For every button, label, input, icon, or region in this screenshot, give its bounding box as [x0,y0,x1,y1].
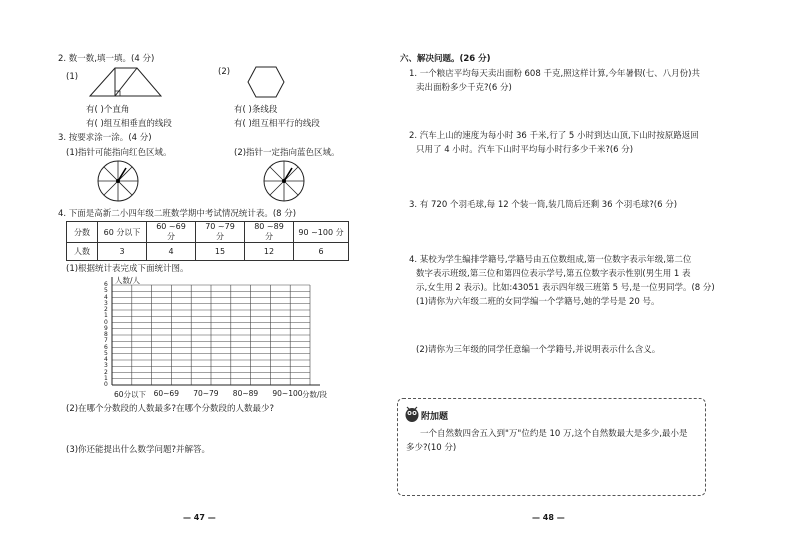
table-cell: 80 ~89 分 [245,222,294,243]
table-cell: 人数 [67,243,98,261]
q3-part1: (1)指针可能指向红色区域。 [66,148,172,158]
table-cell: 60 分以下 [98,222,147,243]
y-tick-label: 0 [104,381,108,388]
y-tick-label: 6 [104,343,108,351]
problem-1-line-1: 1. 一个粮店平均每天卖出面粉 608 千克,照这样计算,今年暑假(七、八月份)共 [409,69,700,79]
x-category-label: 60分以下 [114,390,147,399]
y-tick-label: 2 [104,368,108,376]
problem-4-line-1: 4. 某校为学生编排学籍号,学籍号由五位数组成,第一位数字表示年级,第二位 [409,255,692,265]
problem-4-line-2: 数字表示班级,第三位和第四位表示学号,第五位数字表示性别(男生用 1 表 [416,269,691,279]
y-tick-label: 1 [104,374,108,382]
y-tick-label: 5 [104,349,108,357]
y-tick-label: 6 [104,281,108,288]
x-category-label: 60~69 [153,389,179,398]
bonus-line-1: 一个自然数四舍五入到"万"位约是 10 万,这个自然数最大是多少,最小是 [420,429,688,439]
y-tick-label: 1 [104,312,108,320]
table-cell: 6 [294,243,349,261]
table-cell: 3 [98,243,147,261]
q3-part2: (2)指针一定指向蓝色区域。 [234,148,340,158]
q4-sub2: (2)在哪个分数段的人数最多?在哪个分数段的人数最少? [66,404,275,414]
bonus-box [397,398,706,496]
table-row [67,222,349,243]
page-number-right: — 48 — [532,513,565,522]
y-tick-label: 0 [104,318,108,326]
problem-1-line-2: 卖出面粉多少千克?(6 分) [416,83,512,93]
problem-4-line-4: (1)请你为六年级二班的女同学编一个学籍号,她的学号是 20 号。 [416,297,660,307]
chart-y-axis-label: 人数/人 [115,276,141,285]
page-number-left: — 47 — [183,513,216,522]
spinner-circle-2 [262,159,306,203]
table-cell: 60 ~69 分 [147,222,196,243]
y-tick-label: 9 [104,324,108,332]
q2-line-right-angles: 有( )个直角 [86,105,130,115]
q2-line-segments: 有( )条线段 [234,105,278,115]
table-cell: 分数 [67,222,98,243]
q4-sub1: (1)根据统计表完成下面统计图。 [66,264,189,274]
q4-sub3: (3)你还能提出什么数学问题?并解答。 [66,445,211,455]
bonus-title: 附加题 [421,412,449,422]
y-tick-label: 8 [104,331,108,338]
problem-3-line-1: 3. 有 720 个羽毛球,每 12 个装一筒,装几筒后还剩 36 个羽毛球?(6 分) [409,200,678,210]
spinner-circle-1 [96,159,140,203]
table-cell: 70 ~79 分 [196,222,245,243]
table-row [67,243,349,261]
q2-line-perpendicular: 有( )组互相垂直的线段 [86,119,172,129]
table-cell: 12 [245,243,294,261]
problem-2-line-1: 2. 汽车上山的速度为每小时 36 千米,行了 5 小时到达山顶,下山时按原路返回 [409,131,699,141]
chart-x-axis-label: 分数/段 [302,390,328,399]
problem-2-line-2: 只用了 4 小时。汽车下山时平均每小时行多少千米?(6 分) [416,145,634,155]
y-tick-label: 3 [104,299,108,307]
q2-title: 2. 数一数,填一填。(4 分) [58,54,155,64]
angle-figure [85,64,165,104]
bonus-line-2: 多少?(10 分) [406,443,457,453]
table-cell: 4 [147,243,196,261]
x-category-label: 70~79 [193,389,219,398]
x-category-label: 80~89 [232,389,259,398]
y-tick-label: 5 [104,287,108,295]
y-tick-label: 4 [104,356,108,363]
score-table [66,221,349,261]
q2-line-parallel: 有( )组互相平行的线段 [234,119,320,129]
problem-4-line-3: 示,女生用 2 表示)。比如:43051 表示四年级三班第 5 号,是一位男同学。(8 分) [416,283,715,293]
y-tick-label: 2 [104,306,108,313]
blank-bar-chart [98,275,358,400]
table-cell: 15 [196,243,245,261]
x-category-label: 90~100 [272,389,303,398]
hexagon-figure [247,66,285,100]
q3-title: 3. 按要求涂一涂。(4 分) [58,133,152,143]
q4-title: 4. 下面是高新二小四年级二班数学期中考试情况统计表。(8 分) [58,209,297,219]
q2-part1-label: (1) [66,72,79,82]
y-tick-label: 3 [104,362,108,370]
table-cell: 90 ~100 分 [294,222,349,243]
y-tick-label: 7 [104,337,108,345]
problem-4-line-5: (2)请你为三年级的同学任意编一个学籍号,并说明表示什么含义。 [416,345,661,355]
y-tick-label: 4 [104,293,108,301]
section-title: 六、解决问题。(26 分) [400,54,491,64]
mascot-icon [404,405,420,423]
q2-part2-label: (2) [218,67,231,77]
